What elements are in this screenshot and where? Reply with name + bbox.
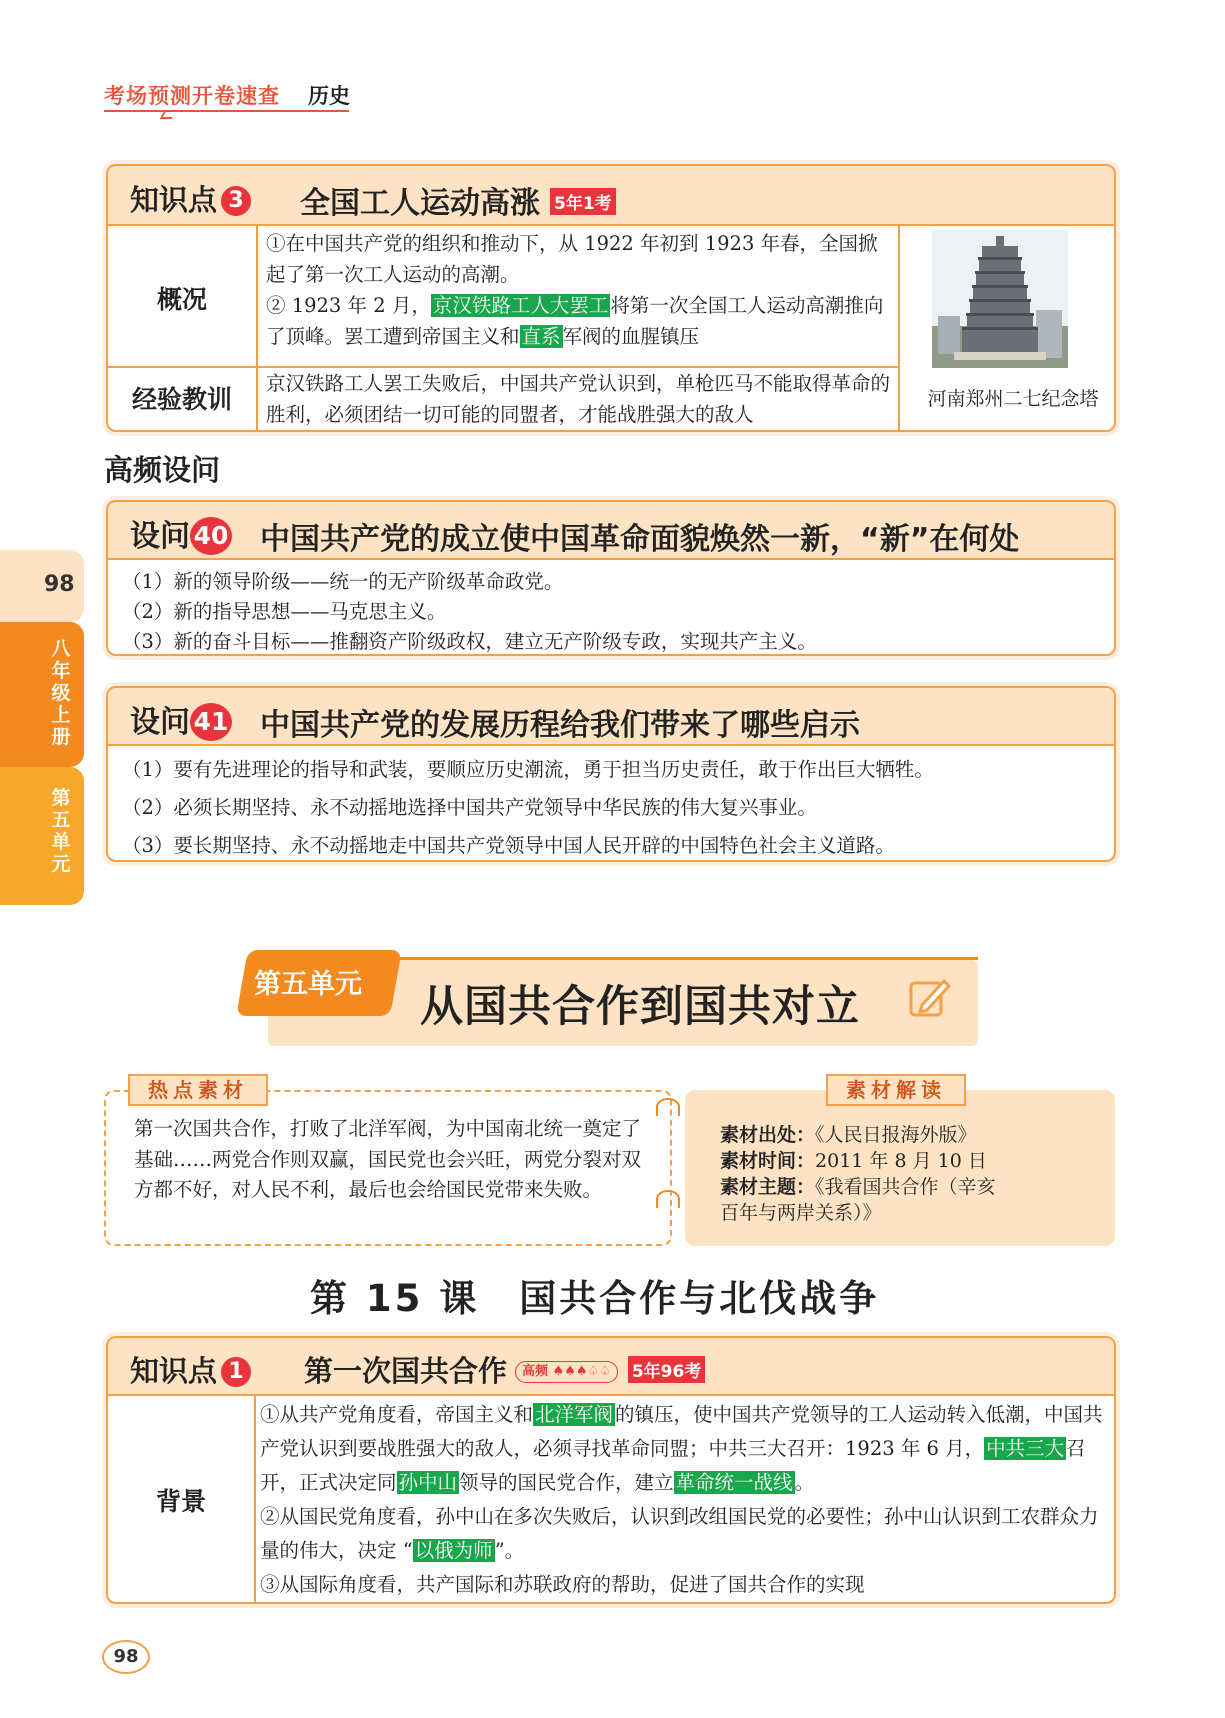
page-number: 98: [102, 1640, 150, 1674]
background-text: [260, 1398, 1112, 1602]
question-40-card: [106, 500, 1116, 656]
frequency-badge: 5年1考: [550, 188, 616, 215]
side-page-number: 98: [44, 572, 75, 597]
highlight-term: 北洋军阀: [535, 1403, 614, 1426]
highlight-term: 孙中山: [398, 1471, 458, 1494]
material-theme-cont: 百年与两岸关系）》: [720, 1202, 882, 1224]
hot-material-text: 第一次国共合作，打败了北洋军阀，为中国南北统一奠定了基础……两党合作则双赢，国民党也会兴旺，两党分裂对双方都不好，对人民不利，最后也会给国民党带来失败。: [134, 1117, 642, 1201]
section-title: 高频设问: [104, 453, 221, 487]
material-theme: [720, 1172, 996, 1199]
side-unit-label: 第五单元: [51, 787, 71, 875]
kp-number: 1: [221, 1357, 251, 1387]
highlight-term: 以俄为师: [414, 1539, 493, 1562]
answer-item: （3）新的奋斗目标——推翻资产阶级政权，建立无产阶级专政，实现共产主义。: [122, 630, 817, 653]
unit-banner-line: [396, 957, 978, 960]
material-reading-ribbon: 素材解读: [826, 1074, 966, 1106]
kp-title: [300, 178, 616, 222]
material-time: [720, 1146, 987, 1173]
header-series-title: 考场预测开卷速查: [104, 84, 280, 108]
unit-tag-text: 第五单元: [254, 969, 362, 1000]
frequency-pill: 高频 ♠♠♠♤♤: [515, 1361, 618, 1383]
highlight-term: 直系: [521, 325, 561, 348]
kp-number: 3: [221, 186, 251, 216]
answer-item: （1）新的领导阶级——统一的无产阶级革命政党。: [122, 570, 564, 593]
frequency-badge: 5年96考: [628, 1356, 706, 1383]
text-span: 的镇压，使中国共产党领导的工人运动转入低潮，中国共产党认识到要战胜强大的敌人，必须寻找革命同盟；中共三大召开：1923 年 6 月，: [260, 1403, 1103, 1460]
material-source-label: 素材出处：: [720, 1124, 816, 1146]
highlight-term: 中共三大: [986, 1437, 1065, 1460]
column-divider: [256, 226, 258, 430]
material-source-value: 《人民日报海外版》: [815, 1124, 977, 1146]
side-unit-tab: [0, 767, 84, 905]
background-paragraph-3: ③从国际角度看，共产国际和苏联政府的帮助，促进了国共合作的实现: [260, 1573, 865, 1596]
header-underline: [104, 110, 349, 112]
answer-item: （3）要长期坚持、永不动摇地走中国共产党领导中国人民开辟的中国特色社会主义道路。: [122, 834, 895, 857]
question-label: [130, 511, 232, 555]
question-number: 41: [190, 703, 232, 741]
kp-title-text: 全国工人运动高涨: [300, 186, 540, 221]
kp-label-text: 知识点: [130, 1354, 218, 1388]
text-span: 领导的国民党合作，建立: [459, 1471, 674, 1494]
connector-hook: [656, 1190, 680, 1208]
connector-hook: [656, 1098, 680, 1116]
lesson-label: 经验教训: [131, 385, 232, 414]
question-label-text: 设问: [130, 519, 190, 554]
unit-title: 从国共合作到国共对立: [420, 982, 860, 1032]
text-span: ”。: [494, 1539, 525, 1562]
answer-item: （1）要有先进理论的指导和武装，要顺应历史潮流，勇于担当历史责任，敢于作出巨大牺牲。: [122, 758, 934, 781]
answer-item: （2）新的指导思想——马克思主义。: [122, 600, 447, 623]
side-page-tab: [0, 550, 84, 622]
side-grade-tab: [0, 622, 84, 767]
answer-item: （2）必须长期坚持、永不动摇地选择中国共产党领导中华民族的伟大复兴事业。: [122, 796, 817, 819]
kp-title: [304, 1349, 705, 1390]
hot-material-ribbon: 热点素材: [128, 1074, 268, 1106]
question-label-text: 设问: [130, 705, 190, 740]
photo-caption: 河南郑州二七纪念塔: [927, 388, 1099, 410]
background-paragraph-2: [260, 1500, 1112, 1568]
text-span: ①从共产党角度看，帝国主义和: [260, 1403, 534, 1426]
column-divider: [898, 226, 900, 430]
knowledge-point-3-card: [106, 164, 1116, 432]
kp-label: [130, 1349, 251, 1390]
material-theme-label: 素材主题：: [720, 1176, 816, 1198]
highlight-term: 革命统一战线: [675, 1471, 793, 1494]
side-grade-label: 八年级上册: [51, 638, 71, 748]
material-time-value: 2011 年 8 月 10 日: [815, 1150, 987, 1172]
background-label: 背景: [155, 1487, 206, 1516]
material-theme-value: 《我看国共合作（辛亥: [815, 1176, 996, 1198]
overview-label: 概况: [156, 285, 207, 314]
question-title: 中国共产党的成立使中国革命面貌焕然一新，“新”在何处: [260, 522, 1020, 557]
tower-photo: [932, 230, 1068, 368]
question-title: 中国共产党的发展历程给我们带来了哪些启示: [260, 708, 860, 743]
kp-label-text: 知识点: [130, 183, 218, 217]
text-span: ②从国民党角度看，孙中山在多次失败后，认识到改组国民党的必要性；孙中山认识到工农群众力量的伟大，决定 “: [260, 1505, 1099, 1562]
overview-paragraph-2: [266, 290, 892, 352]
frequency-pill-text: 高频: [522, 1364, 549, 1379]
lesson-title: 第 15 课 国共合作与北伐战争: [310, 1277, 880, 1320]
text-span: 将第一次全国工人运动高潮推向了顶峰。罢工遭到帝国主义和: [266, 294, 884, 348]
column-divider: [254, 1396, 256, 1602]
text-span: 。: [794, 1471, 815, 1494]
note-edit-icon: [908, 975, 952, 1019]
kp-title-text: 第一次国共合作: [304, 1354, 508, 1388]
text-span: 召开，正式决定同: [260, 1437, 1086, 1494]
material-source: [720, 1120, 977, 1147]
lesson-text: 京汉铁路工人罢工失败后，中国共产党认识到，单枪匹马不能取得革命的胜利，必须团结一切可能的同盟者，才能战胜强大的敌人: [266, 372, 891, 426]
question-label: [130, 697, 232, 741]
question-41-card: [106, 686, 1116, 862]
highlight-term: 京汉铁路工人大罢工: [432, 294, 609, 317]
text-span: 军阀的血腥镇压: [562, 325, 700, 348]
overview-paragraph-1: ①在中国共产党的组织和推动下，从 1922 年初到 1923 年春，全国掀起了第一次工人运动的高潮。: [266, 232, 878, 286]
header-subject: 历史: [308, 84, 350, 108]
background-paragraph-1: [260, 1398, 1112, 1500]
kp-label: [130, 178, 251, 219]
overview-text: [266, 228, 892, 352]
question-number: 40: [190, 517, 232, 555]
knowledge-point-1-card: [106, 1336, 1116, 1604]
text-span: ② 1923 年 2 月，: [266, 294, 431, 317]
material-time-label: 素材时间：: [720, 1150, 816, 1172]
